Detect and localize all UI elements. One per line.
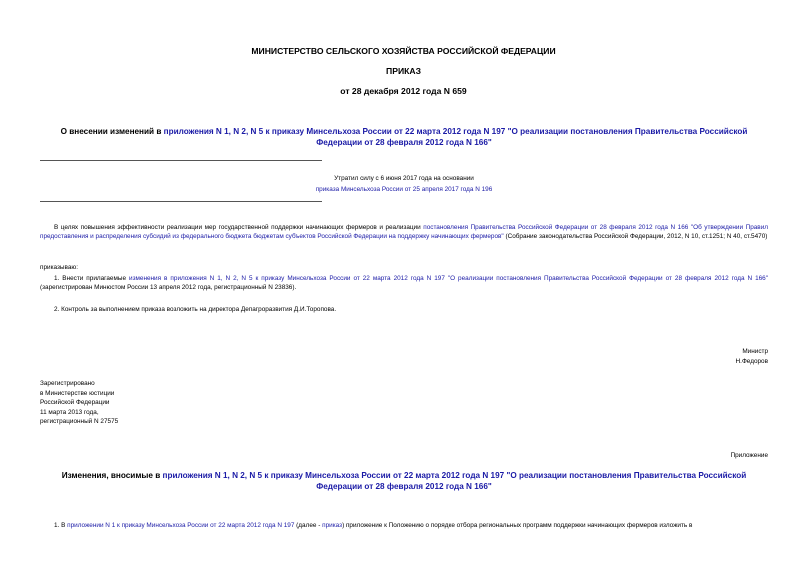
title-link[interactable]: приложения N 1, N 2, N 5 к приказу Минсельхоза России от 22 марта 2012 года N 197 "О реализации постановления Правительства Российской Федерации от 28 февраля 2012 года N 166" <box>163 127 748 147</box>
document-type: ПРИКАЗ <box>386 66 421 76</box>
order-date-number: от 28 декабря 2012 года N 659 <box>340 86 467 96</box>
preamble-source: (Собрание законодательства Российской Федерации, 2012, N 10, ст.1251; N 40, ст.5470) <box>503 233 768 241</box>
divider-top <box>40 160 322 161</box>
repeal-notice-text: Утратил силу с 6 июня 2017 года на основании <box>334 175 474 182</box>
signature-role: Министр <box>742 348 768 355</box>
order-word: приказываю: <box>40 264 78 271</box>
repeal-notice <box>40 174 768 195</box>
item1-link[interactable]: изменения в приложения N 1, N 2, N 5 к приказу Минсельхоза России от 22 марта 2012 года N 197 "О реализации постановления Правительства Российской Федерации от 28 февраля 2012 года N 166" <box>129 275 769 282</box>
item1-registration: (зарегистрирован Минюстом России 13 апреля 2012 года, регистрационный N 23836). <box>40 284 297 292</box>
appendix-title-prefix: Изменения, вносимые в <box>61 471 163 480</box>
appendix-item1-text: 1. В <box>54 522 68 529</box>
signature-name: Н.Федоров <box>735 358 768 366</box>
appendix-item-1 <box>54 521 770 530</box>
registration-block <box>40 379 118 427</box>
title-prefix: О внесении изменений в <box>60 127 164 136</box>
appendix-order-link[interactable]: приказ <box>322 522 343 529</box>
signature-block <box>560 347 768 367</box>
item1-text: 1. Внести прилагаемые <box>54 275 129 282</box>
appendix-label: Приложение <box>730 452 768 459</box>
preamble-paragraph <box>40 223 768 242</box>
appendix-item1-link[interactable]: приложении N 1 к приказу Минсельхоза России от 22 марта 2012 года N 197 <box>67 522 295 529</box>
divider-bottom <box>40 201 322 202</box>
appendix-item1-text: (далее - <box>294 522 323 529</box>
registration-line: Российской Федерации <box>40 399 110 407</box>
repeal-notice-link[interactable]: приказа Минсельхоза России от 25 апреля 2017 года N 196 <box>315 186 493 194</box>
order-item-2: 2. Контроль за выполнением приказа возложить на директора Депагроразвития Д.И.Торопова. <box>54 306 337 313</box>
registration-line: Зарегистрировано <box>40 380 95 387</box>
preamble-link[interactable]: постановления Правительства Российской Федерации от 28 февраля 2012 года N 166 "Об утверждении Правил предоставления и распределения субсидий из федерального бюджета бюджетам субъектов Российской Федерации на поддержку начинающих фермеров" <box>40 224 768 241</box>
registration-line: в Министерстве юстиции <box>40 389 115 397</box>
appendix-title <box>40 470 768 492</box>
order-title <box>40 126 768 148</box>
appendix-title-link[interactable]: приложения N 1, N 2, N 5 к приказу Минсельхоза России от 22 марта 2012 года N 197 "О реализации постановления Правительства Российской Федерации от 28 февраля 2012 года N 166" <box>162 471 747 491</box>
preamble-text: В целях повышения эффективности реализации мер государственной поддержки начинающих фермеров и реализации <box>54 224 424 231</box>
registration-line: регистрационный N 27575 <box>40 418 119 426</box>
appendix-item1-text: ) приложение к Положению о порядке отбора региональных программ поддержки начинающих фермеров изложить в <box>342 522 693 529</box>
registration-line: 11 марта 2013 года, <box>40 408 99 416</box>
ministry-heading: МИНИСТЕРСТВО СЕЛЬСКОГО ХОЗЯЙСТВА РОССИЙСКОЙ ФЕДЕРАЦИИ <box>251 46 556 56</box>
order-item-1 <box>40 274 768 293</box>
